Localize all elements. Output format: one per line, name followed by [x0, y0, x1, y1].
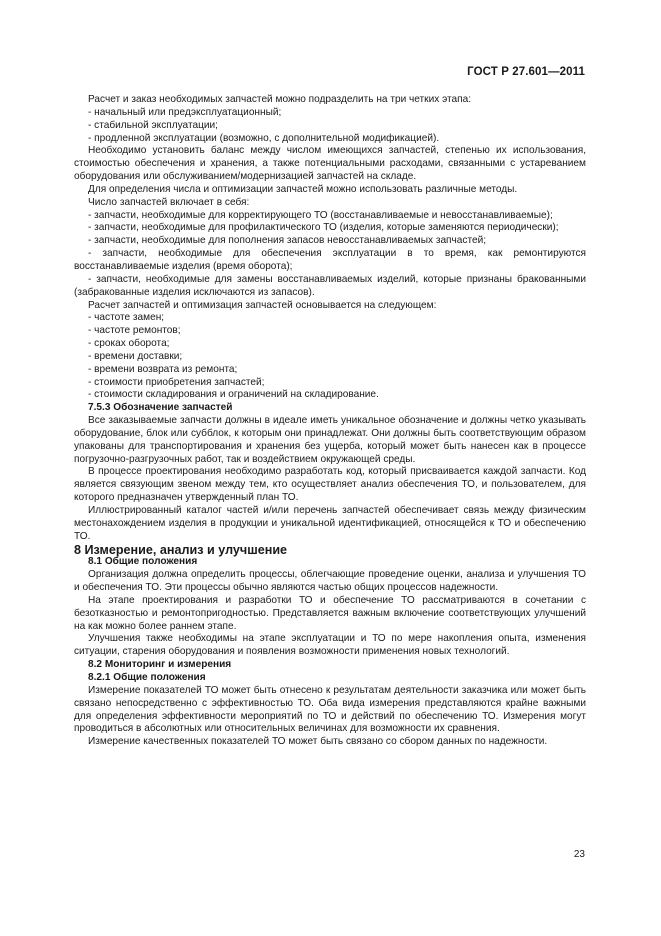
- paragraph-catalog: Иллюстрированный каталог частей и/или перечень запчастей обеспечивает связь между физическим местонахождением изделия в продукции и уникальной идентификацией, относящейся к ТО и обеспечению ТО.: [74, 505, 586, 542]
- document-id-header: ГОСТ Р 27.601—2011: [467, 66, 585, 78]
- list-item: - сроках оборота;: [88, 338, 170, 350]
- list-item: - запчасти, необходимые для корректирующего ТО (восстанавливаемые и невосстанавливаемые);: [88, 209, 553, 221]
- list-item: - запчасти, необходимые для профилактического ТО (изделия, которые заменяются периодически);: [88, 222, 559, 234]
- list-item: - стабильной эксплуатации;: [88, 119, 218, 131]
- list-item: - запчасти, необходимые для пополнения запасов невосстанавливаемых запчастей;: [88, 235, 487, 247]
- paragraph-parts-intro: Число запчастей включает в себя:: [88, 196, 250, 208]
- paragraph-code: В процессе проектирования необходимо разработать код, который присваивается каждой запчасти. Код является связующим звеном между тем, кто осуществляет анализ обеспечения ТО, и пользователем, для которого предназначен утвержденный план ТО.: [74, 466, 586, 504]
- subsection-heading-8-2: 8.2 Мониторинг и измерения: [88, 659, 232, 671]
- paragraph-designation: Все заказываемые запчасти должны в идеале иметь уникальное обозначение и должны четко указывать оборудование, блок или субблок, к которым они принадлежат. Они должны быть соответствующим образом упакованы для транспортирования и хранения без ущерба, который может быть нанесен как в процессе погрузочно-разгрузочных работ, так и воздействием окружающей среды.: [74, 415, 586, 465]
- list-item: - стоимости приобретения запчастей;: [88, 376, 265, 388]
- page-number: 23: [573, 849, 585, 860]
- paragraph-measurement: Измерение показателей ТО может быть отнесено к результатам деятельности заказчика или может быть связано непосредственно с эффективностью ТО. Оба вида измерения представляются крайне важными для определения эффективности мероприятий по ТО и действий по обеспечению ТО. Измерения могут проводиться в абсолютных или относительных величинах для возможности их сравнения.: [74, 684, 586, 735]
- subsection-heading-8-1: 8.1 Общие положения: [88, 556, 198, 568]
- list-item: - частоте замен;: [88, 312, 165, 324]
- section-heading-8: 8 Измерение, анализ и улучшение: [74, 542, 288, 557]
- paragraph-design-stage: На этапе проектирования и разработки ТО и обеспечение ТО рассматриваются в сочетании с безотказностью и ремонтопригодностью. Представляется важным включение соответствующих улучшений на как можно более раннем этапе.: [74, 594, 586, 632]
- list-item: - начальный или предэксплуатационный;: [88, 106, 282, 118]
- paragraph-balance: Необходимо установить баланс между числом имеющихся запчастей, степенью их использования, стоимостью обеспечения и хранения, а также потенциальными расходами, связанными с устареванием оборудования или обслуживанием/модернизацией запчастей на складе.: [74, 145, 586, 183]
- paragraph-improvements: Улучшения также необходимы на этапе эксплуатации и ТО по мере накопления опыта, изменения ситуации, старения оборудования и появления возможности применения новых технологий.: [74, 633, 586, 658]
- list-item: - частоте ремонтов;: [88, 325, 181, 337]
- list-item: - стоимости складирования и ограничений на складирование.: [88, 389, 379, 401]
- paragraph-quality-measurement: Измерение качественных показателей ТО может быть связано со сбором данных по надежности.: [88, 736, 548, 748]
- paragraph-basis-intro: Расчет запчастей и оптимизация запчастей основывается на следующем:: [88, 299, 437, 311]
- paragraph-stages-intro: Расчет и заказ необходимых запчастей можно подразделить на три четких этапа:: [88, 94, 472, 105]
- list-item: - запчасти, необходимые для замены восстанавливаемых изделий, которые признаны бракованными (забракованные изделия исключаются из запасов).: [74, 273, 586, 298]
- list-item: - продленной эксплуатации (возможно, с дополнительной модификацией).: [88, 132, 440, 144]
- subsection-heading-7-5-3: 7.5.3 Обозначение запчастей: [88, 402, 233, 414]
- list-item: - времени возврата из ремонта;: [88, 363, 238, 375]
- list-item: - запчасти, необходимые для обеспечения эксплуатации в то время, как ремонтируются восстанавливаемые изделия (время оборота);: [74, 248, 586, 272]
- list-item: - времени доставки;: [88, 350, 183, 362]
- page-content: [74, 94, 586, 749]
- subsection-heading-8-2-1: 8.2.1 Общие положения: [88, 671, 206, 683]
- paragraph-methods: Для определения числа и оптимизации запчастей можно использовать различные методы.: [88, 183, 518, 195]
- paragraph-processes: Организация должна определить процессы, облегчающие проведение оценки, анализа и улучшения ТО и обеспечения ТО. Эти процессы обычно являются частью общих процессов надежности.: [74, 569, 586, 594]
